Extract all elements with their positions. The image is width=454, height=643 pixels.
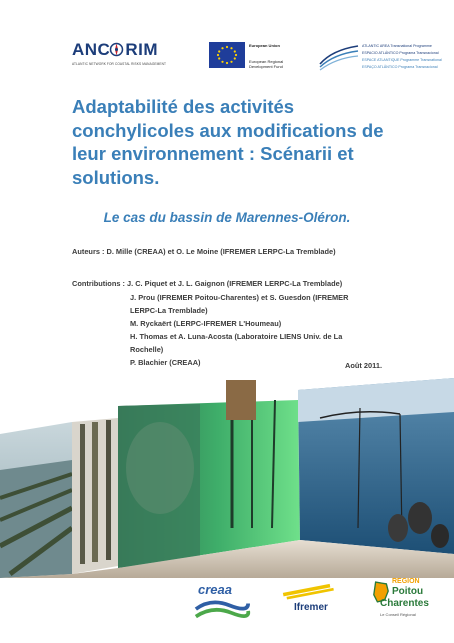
mussel-ropes-photo	[72, 418, 118, 574]
atlantic-line-4: ESPAÇO ATLÂNTICO Programa Transnacional	[362, 65, 438, 69]
title-line-3: leur environnement : Scénarii et	[72, 143, 354, 164]
region-tagline: Le Conseil Régional	[380, 612, 416, 617]
eu-fund: European Regional	[249, 59, 284, 64]
eu-name: European Union	[249, 43, 280, 48]
ancorim-logo	[72, 40, 168, 74]
title-line-2: conchylicoles aux modifications de	[72, 119, 384, 141]
ifremer-mark-icon	[276, 582, 348, 600]
document-subtitle: Le cas du bassin de Marennes-Oléron.	[103, 210, 351, 225]
region-name-1: Poitou	[392, 586, 424, 597]
creaa-wave-icon	[190, 596, 254, 624]
ancorim-compass-icon	[109, 42, 124, 57]
contribution-line: P. Blachier (CREAA)	[130, 358, 201, 367]
atlantic-wave-icon	[318, 42, 360, 72]
document-title	[72, 95, 412, 189]
contribution-line: H. Thomas et A. Luna-Acosta (Laboratoire LIENS Univ. de La	[130, 332, 343, 341]
creaa-wordmark: creaa	[198, 582, 232, 597]
ancorim-wordmark: ANC RIM	[72, 40, 159, 59]
ifremer-logo	[276, 578, 348, 624]
sea-buoys-photo	[298, 378, 454, 554]
authors-line: Auteurs : D. Mille (CREAA) et O. Le Moine (IFREMER LERPC-La Tremblade)	[72, 247, 336, 256]
title-line-1: Adaptabilité des activités	[72, 96, 295, 117]
atlantic-line-1: ATLANTIC AREA Transnational Programme	[362, 44, 432, 48]
atlantic-line-2: ESPACIO ATLÁNTICO Programa Transnacional	[362, 51, 439, 55]
contribution-line: M. Ryckaërt (LERPC-IFREMER L'Houmeau)	[130, 319, 282, 328]
contribution-line: LERPC-La Tremblade)	[130, 306, 208, 315]
ancorim-tagline: ATLANTIC NETWORK FOR COASTAL RISKS MANAGEMENT	[72, 62, 167, 66]
title-line-4: solutions.	[72, 166, 160, 188]
publication-date: Août 2011.	[345, 361, 382, 370]
underwater-culture-photo	[118, 380, 300, 568]
eu-logo	[209, 42, 305, 74]
region-name-2: Charentes	[380, 598, 429, 609]
contribution-line: J. Prou (IFREMER Poitou-Charentes) et S. Guesdon (IFREMER	[130, 293, 349, 302]
oyster-park-photo	[0, 422, 72, 578]
ifremer-wordmark: Ifremer	[294, 602, 328, 613]
contributions-first-line: Contributions : J. C. Piquet et J. L. Gaignon (IFREMER LERPC-La Tremblade)	[72, 279, 343, 288]
atlantic-area-logo	[318, 40, 442, 74]
atlantic-line-3: ESPACE ATLANTIQUE Programme Transnational	[362, 58, 442, 62]
eu-flag-icon	[209, 42, 245, 68]
photo-collage	[0, 378, 454, 578]
eu-fund-2: Development Fund	[249, 64, 283, 69]
region-poitou-charentes-logo	[372, 576, 438, 626]
contribution-line: Rochelle)	[130, 345, 164, 354]
region-word: REGION	[392, 578, 420, 585]
creaa-logo	[190, 578, 254, 624]
